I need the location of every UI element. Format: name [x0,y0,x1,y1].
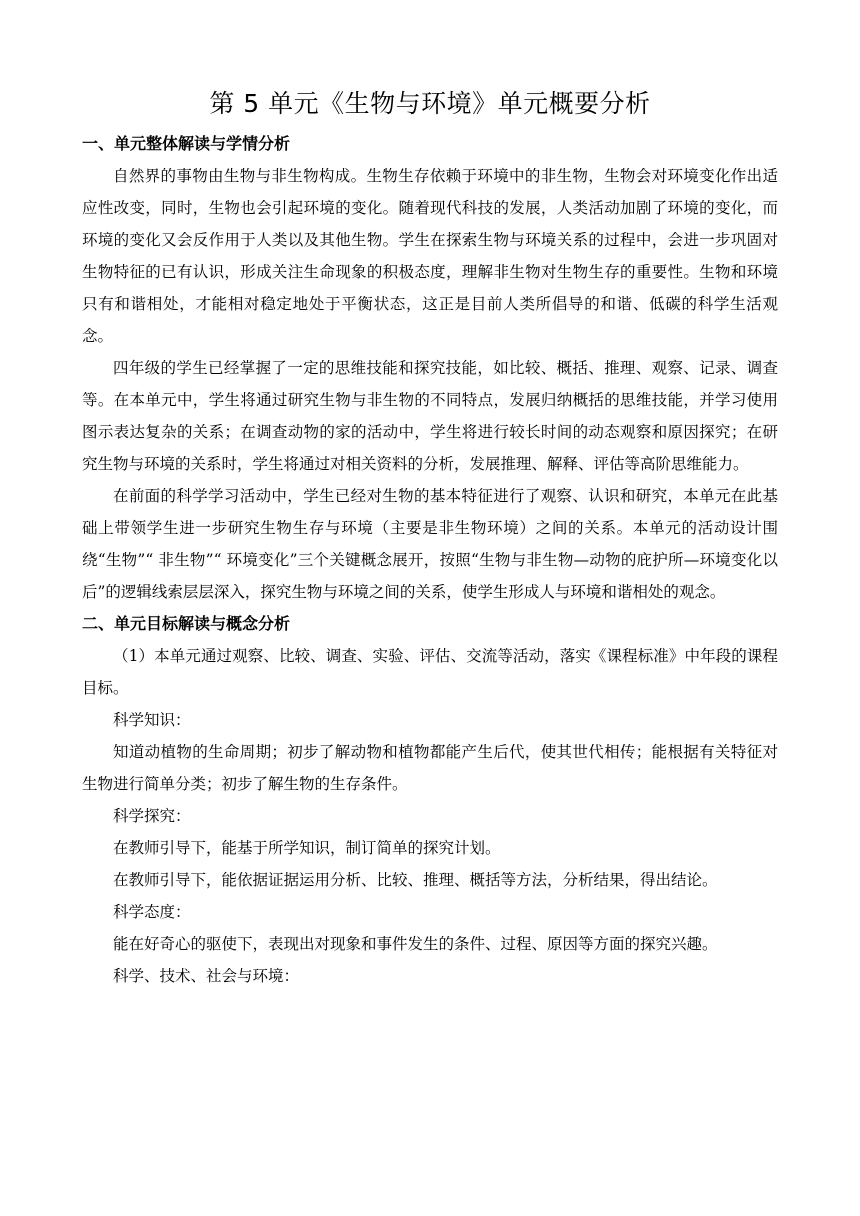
section-heading: 一、单元整体解读与学情分析 [82,134,291,153]
section-objectives [82,608,778,992]
document-title: 第 5 单元《生物与环境》单元概要分析 [209,89,651,118]
subheading-sts-environment: 科学、技术、社会与环境： [113,967,300,985]
section-heading: 二、单元目标解读与概念分析 [82,614,291,633]
paragraph: 知道动植物的生命周期；初步了解动物和植物都能产生后代，使其世代相传；能根据有关特征对生物进行简单分类；初步了解生物的生存条件。 [82,743,778,793]
paragraph: 四年级的学生已经掌握了一定的思维技能和探究技能，如比较、概括、推理、观察、记录、调查等。在本单元中，学生将通过研究生物与非生物的不同特点，发展归纳概括的思维技能，并学习使用图示表达复杂的关系；在调查动物的家的活动中，学生将进行较长时间的动态观察和原因探究；在研究生物与环境的关系时，学生将通过对相关资料的分析，发展推理、解释、评估等高阶思维能力。 [82,359,778,473]
subheading-science-knowledge: 科学知识： [113,711,191,729]
document-body [82,128,778,992]
paragraph: 在教师引导下，能基于所学知识，制订简单的探究计划。 [113,839,501,857]
paragraph: 在教师引导下，能依据证据运用分析、比较、推理、概括等方法，分析结果，得出结论。 [113,871,718,889]
paragraph: 在前面的科学学习活动中，学生已经对生物的基本特征进行了观察、认识和研究，本单元在此基础上带领学生进一步研究生物生存与环境（主要是非生物环境）之间的关系。本单元的活动设计围绕“生物”“ 非生物”“ 环境变化”三个关键概念展开，按照“生物与非生物—动物的庇护所—环境变化以后”的逻辑线索层层深入，探究生物与环境之间的关系，使学生形成人与环境和谐相处的观念。 [82,487,778,601]
section-overview [82,128,778,608]
subheading-science-attitude: 科学态度： [113,903,191,921]
paragraph: 自然界的事物由生物与非生物构成。生物生存依赖于环境中的非生物，生物会对环境变化作出适应性改变，同时，生物也会引起环境的变化。随着现代科技的发展，人类活动加剧了环境的变化，而环境的变化又会反作用于人类以及其他生物。学生在探索生物与环境关系的过程中，会进一步巩固对生物特征的已有认识，形成关注生命现象的积极态度，理解非生物对生物生存的重要性。生物和环境只有和谐相处，才能相对稳定地处于平衡状态，这正是目前人类所倡导的和谐、低碳的科学生活观念。 [82,167,778,345]
subheading-science-inquiry: 科学探究： [113,807,191,825]
paragraph: （1）本单元通过观察、比较、调查、实验、评估、交流等活动，落实《课程标准》中年段的课程目标。 [82,647,778,697]
paragraph: 能在好奇心的驱使下，表现出对现象和事件发生的条件、过程、原因等方面的探究兴趣。 [113,935,718,953]
